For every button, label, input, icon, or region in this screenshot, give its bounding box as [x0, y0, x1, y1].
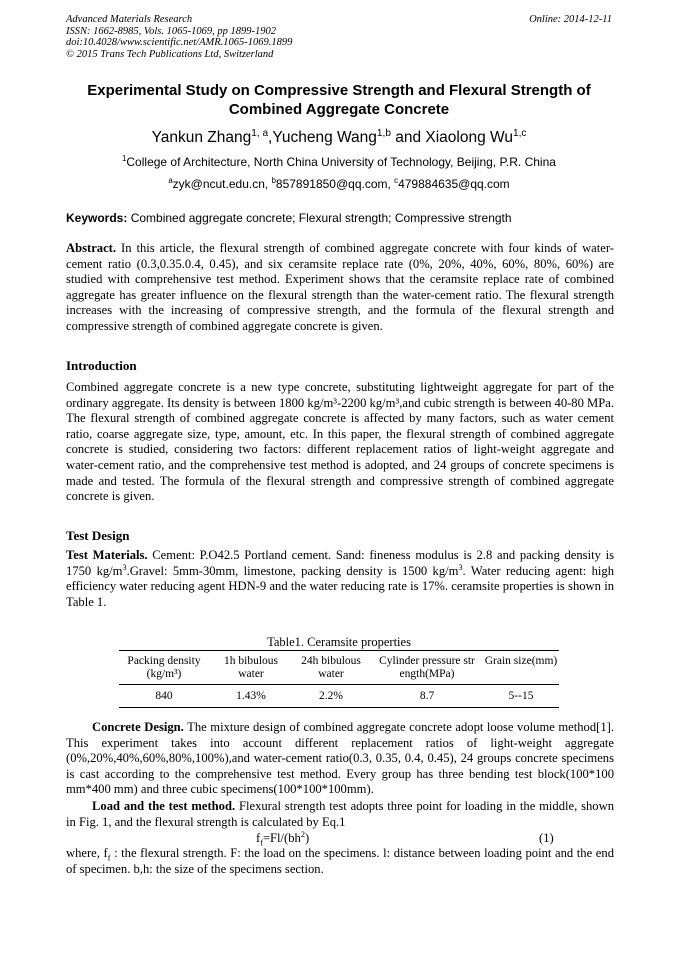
test-materials-paragraph: [66, 548, 614, 610]
abstract: [66, 241, 614, 335]
email-c[interactable]: 479884635@qq.com: [398, 177, 510, 191]
table-cell: 2.2%: [319, 690, 343, 702]
test-materials-label: Test Materials.: [66, 548, 148, 562]
abstract-text: In this article, the flexural strength of combined aggregate concrete with four kinds of water-cement ratio (0.3,0.35.0.4, 0.45), and six ceramsite replace rate (0%, 20%, 40%, 60%, 80%, 60%) are studied with comprehensive test method. Experiment shows that the ceramsite replace rate of combined aggregate has greater influence on the flexural strength than the water-cement ratio. The flexural strength increases with the increasing of compressive strength, and the formula of the flexural strength and compressive strength of combined aggregate concrete is given.: [66, 241, 614, 333]
email-a-sup: a: [168, 176, 173, 185]
concrete-design-paragraph: [66, 720, 614, 798]
copyright-line: © 2015 Trans Tech Publications Ltd, Switzerland: [66, 48, 274, 60]
where-text-2: : the flexural strength. F: the load on the specimens. l: distance between loading point and the end of specimen. b,h: the size of the specimens section.: [66, 846, 614, 876]
equation-number: (1): [539, 831, 554, 845]
table-top-rule: [119, 650, 559, 651]
email-b-sup: b: [271, 176, 276, 185]
introduction-text: Combined aggregate concrete is a new type concrete, substituting lightweight aggregate for part of the ordinary aggregate. Its density is between 1800 kg/m³-2200 kg/m³,and cubic strength is between 40-80 MPa. The flexural strength of combined aggregate concrete is affected by many factors, such as water cement ratio, coarse aggregate size, type, amount, etc. In this paper, the flexural strength of combined aggregate concrete is studied, considering two factors: different replacement ratios of light-weight aggregate and water-cement ratio, and the comprehensive test method is adopted, and 24 groups of concrete specimens is made and tested. The formula of the flexural strength and compressive strength of combined aggregate concrete is given.: [66, 380, 614, 504]
keywords-text: Combined aggregate concrete; Flexural strength; Compressive strength: [127, 211, 512, 225]
author-2-sup: 1,b: [376, 127, 391, 139]
concrete-design-text: The mixture design of combined aggregate concrete adopt loose volume method[1]. This experiment takes into account different replacement ratios of light-weight aggregate (0%,20%,40%,60%,80%,100%),and water-cement ratio(0.3, 0.35, 0.4, 0.45), 24 groups concrete specimens is cast according to the comprehensive test method. Every group has three bending test block(100*100 mm*400 mm) and three cubic specimens(100*100*100mm).: [66, 720, 614, 797]
table-caption: Table1. Ceramsite properties: [267, 635, 411, 649]
online-date: Online: 2014-12-11: [529, 14, 612, 25]
table-header-cell: 1h bibulous water: [224, 655, 278, 680]
author-3-sup: 1,c: [513, 127, 527, 139]
journal-header: [66, 14, 292, 60]
paper-title: [60, 81, 618, 119]
table-header-cell: 24h bibulous water: [301, 655, 361, 680]
table-header-cell: Grain size(mm): [484, 655, 558, 667]
table-header-cell: Packing density (kg/m³): [127, 655, 201, 680]
journal-name: Advanced Materials Research: [66, 14, 193, 25]
keywords-label: Keywords:: [66, 211, 128, 225]
author-2: ,Yucheng Wang: [268, 129, 377, 146]
unit-sup-2: 3: [458, 562, 463, 572]
title-line-1: Experimental Study on Compressive Strength and Flexural Strength of: [87, 82, 591, 99]
author-1-sup: 1, a: [251, 127, 269, 139]
unit-sup-1: 3: [122, 562, 127, 572]
equation-sup: 2: [300, 829, 305, 839]
email-c-sup: c: [394, 176, 399, 185]
email-list: [60, 177, 618, 192]
equation-f: f: [256, 831, 261, 845]
table-cell: 840: [155, 690, 173, 702]
abstract-label: Abstract.: [66, 241, 117, 255]
load-test-paragraph: [66, 799, 614, 830]
equation-close: ): [304, 831, 310, 845]
table-header-rule: [119, 684, 559, 685]
doi-line: doi:10.4028/www.scientific.net/AMR.1065-1069.1899: [66, 37, 293, 48]
load-test-label: Load and the test method.: [92, 799, 236, 813]
table-cell: 5--15: [508, 690, 534, 702]
table-bottom-rule: [119, 707, 559, 708]
affiliation-sup: 1: [122, 154, 127, 163]
equation-f-sub: f: [260, 838, 263, 848]
author-1: Yankun Zhang: [151, 129, 252, 146]
where-text-1: where, f: [66, 846, 108, 860]
issn-line: ISSN: 1662-8985, Vols. 1065-1069, pp 1899-1902: [66, 25, 276, 37]
section-heading-introduction: Introduction: [66, 358, 137, 373]
load-test-text: Flexural strength test adopts three point for loading in the middle, shown in Fig. 1, and the flexural strength is calculated by Eq.1: [66, 799, 615, 829]
email-a[interactable]: zyk@ncut.edu.cn,: [172, 177, 272, 191]
table-cell: 1.43%: [236, 690, 266, 702]
where-paragraph: [66, 846, 614, 877]
author-list: [60, 128, 618, 148]
table-cell: 8.7: [419, 690, 435, 702]
keywords: [66, 211, 616, 226]
where-sub: f: [107, 853, 111, 863]
affiliation-text: College of Architecture, North China University of Technology, Beijing, P.R. China: [126, 155, 556, 169]
equation-body: =Fl/(bh: [262, 831, 301, 845]
author-3: and Xiaolong Wu: [390, 129, 513, 146]
test-materials-text-1: Cement: P.O42.5 Portland cement. Sand: fineness modulus is 2.8 and packing density is 1750 kg/m: [66, 548, 615, 578]
equation-1: [256, 830, 309, 846]
test-materials-text-3: . Water reducing agent: high efficiency water reducing agent HDN-9 and the water reducing rate is 17%. ceramsite properties is shown in Table 1.: [66, 563, 614, 609]
test-materials-text-2: .Gravel: 5mm-30mm, limestone, packing density is 1500 kg/m: [126, 563, 459, 578]
affiliation: [60, 155, 618, 170]
concrete-design-label: Concrete Design.: [92, 720, 184, 734]
title-line-2: Combined Aggregate Concrete: [228, 101, 450, 118]
email-b[interactable]: 857891850@qq.com,: [275, 177, 395, 191]
table-header-cell: Cylinder pressure str ength(MPa): [379, 655, 475, 680]
section-heading-test-design: Test Design: [66, 528, 130, 543]
